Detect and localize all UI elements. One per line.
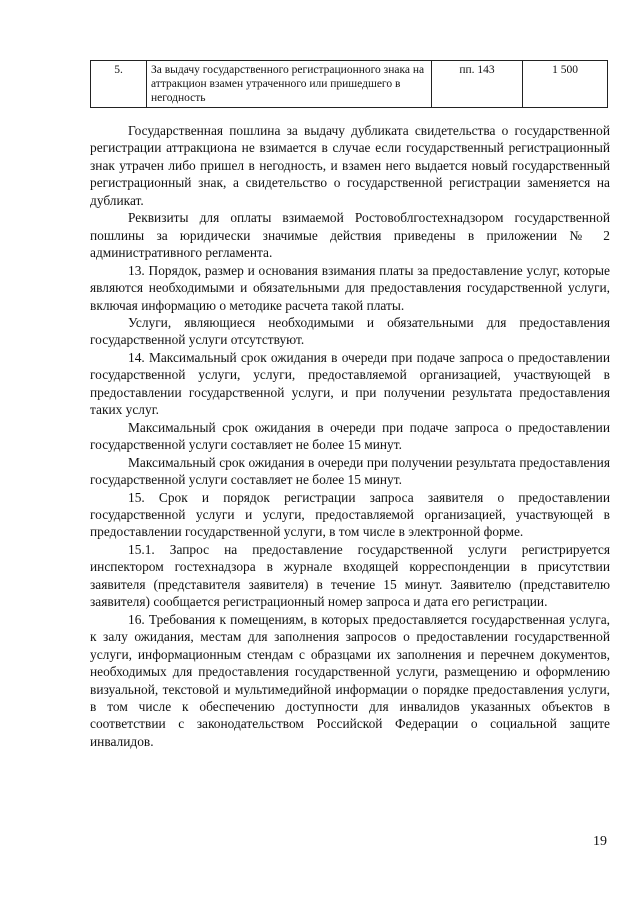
row-amount-cell: 1 500: [523, 61, 608, 108]
paragraph: Максимальный срок ожидания в очереди при подаче запроса о предоставлении государственной услуги составляет не более 15 минут.: [90, 419, 610, 453]
paragraph: 15. Срок и порядок регистрации запроса заявителя о предоставлении государственной услуги и услуги, предоставляемой организацией, участвующей в предоставлении государственной услуги, в том числе в электронной форме.: [90, 489, 610, 540]
row-article-cell: пп. 143: [432, 61, 523, 108]
paragraph: 13. Порядок, размер и основания взимания платы за предоставление услуг, которые являются необходимыми и обязательными для предоставления государственной услуги, включая информацию о методике расчета такой платы.: [90, 262, 610, 313]
paragraph: 14. Максимальный срок ожидания в очереди при подаче запроса о предоставлении государственной услуги, услуги, предоставляемой организацией, участвующей в предоставлении государственной услуги, и при получении результата предоставления таких услуг.: [90, 349, 610, 418]
body-text: [90, 122, 610, 750]
row-number-cell: 5.: [91, 61, 147, 108]
paragraph: Реквизиты для оплаты взимаемой Ростовоблгостехнадзором государственной пошлины за юридически значимые действия приведены в приложении № 2 административного регламента.: [90, 210, 610, 261]
fee-table: [90, 60, 608, 108]
page-number: 19: [593, 834, 607, 849]
paragraph: Услуги, являющиеся необходимыми и обязательными для предоставления государственной услуги отсутствуют.: [90, 314, 610, 348]
paragraph: Максимальный срок ожидания в очереди при получении результата предоставления государственной услуги составляет не более 15 минут.: [90, 454, 610, 488]
row-description-cell: За выдачу государственного регистрационного знака на аттракцион взамен утраченного или пришедшего в негодность: [147, 61, 432, 108]
paragraph: 16. Требования к помещениям, в которых предоставляется государственная услуга, к залу ожидания, местам для заполнения запросов о предоставлении государственной услуги, информационным стендам с образцами их заполнения и перечнем документов, необходимых для предоставления государственной услуги, размещению и оформлению визуальной, текстовой и мультимедийной информации о порядке предоставления услуги, в том числе к обеспечению доступности для инвалидов указанных объектов в соответствии с законодательством Российской Федерации о социальной защите инвалидов.: [90, 611, 610, 749]
paragraph: Государственная пошлина за выдачу дубликата свидетельства о государственной регистрации аттракциона не взимается в случае если государственный регистрационный знак утрачен либо пришел в негодность, и взамен него выдается новый государственный регистрационный знак, а свидетельство о государственной регистрации заменяется на дубликат.: [90, 123, 610, 208]
paragraph: 15.1. Запрос на предоставление государственной услуги регистрируется инспектором гостехнадзора в журнале входящей корреспонденции в присутствии заявителя (представителя заявителя) в течение 15 минут. Заявителю (представителю заявителя) сообщается регистрационный номер запроса и дата его регистрации.: [90, 541, 610, 610]
table-row: [91, 61, 608, 108]
